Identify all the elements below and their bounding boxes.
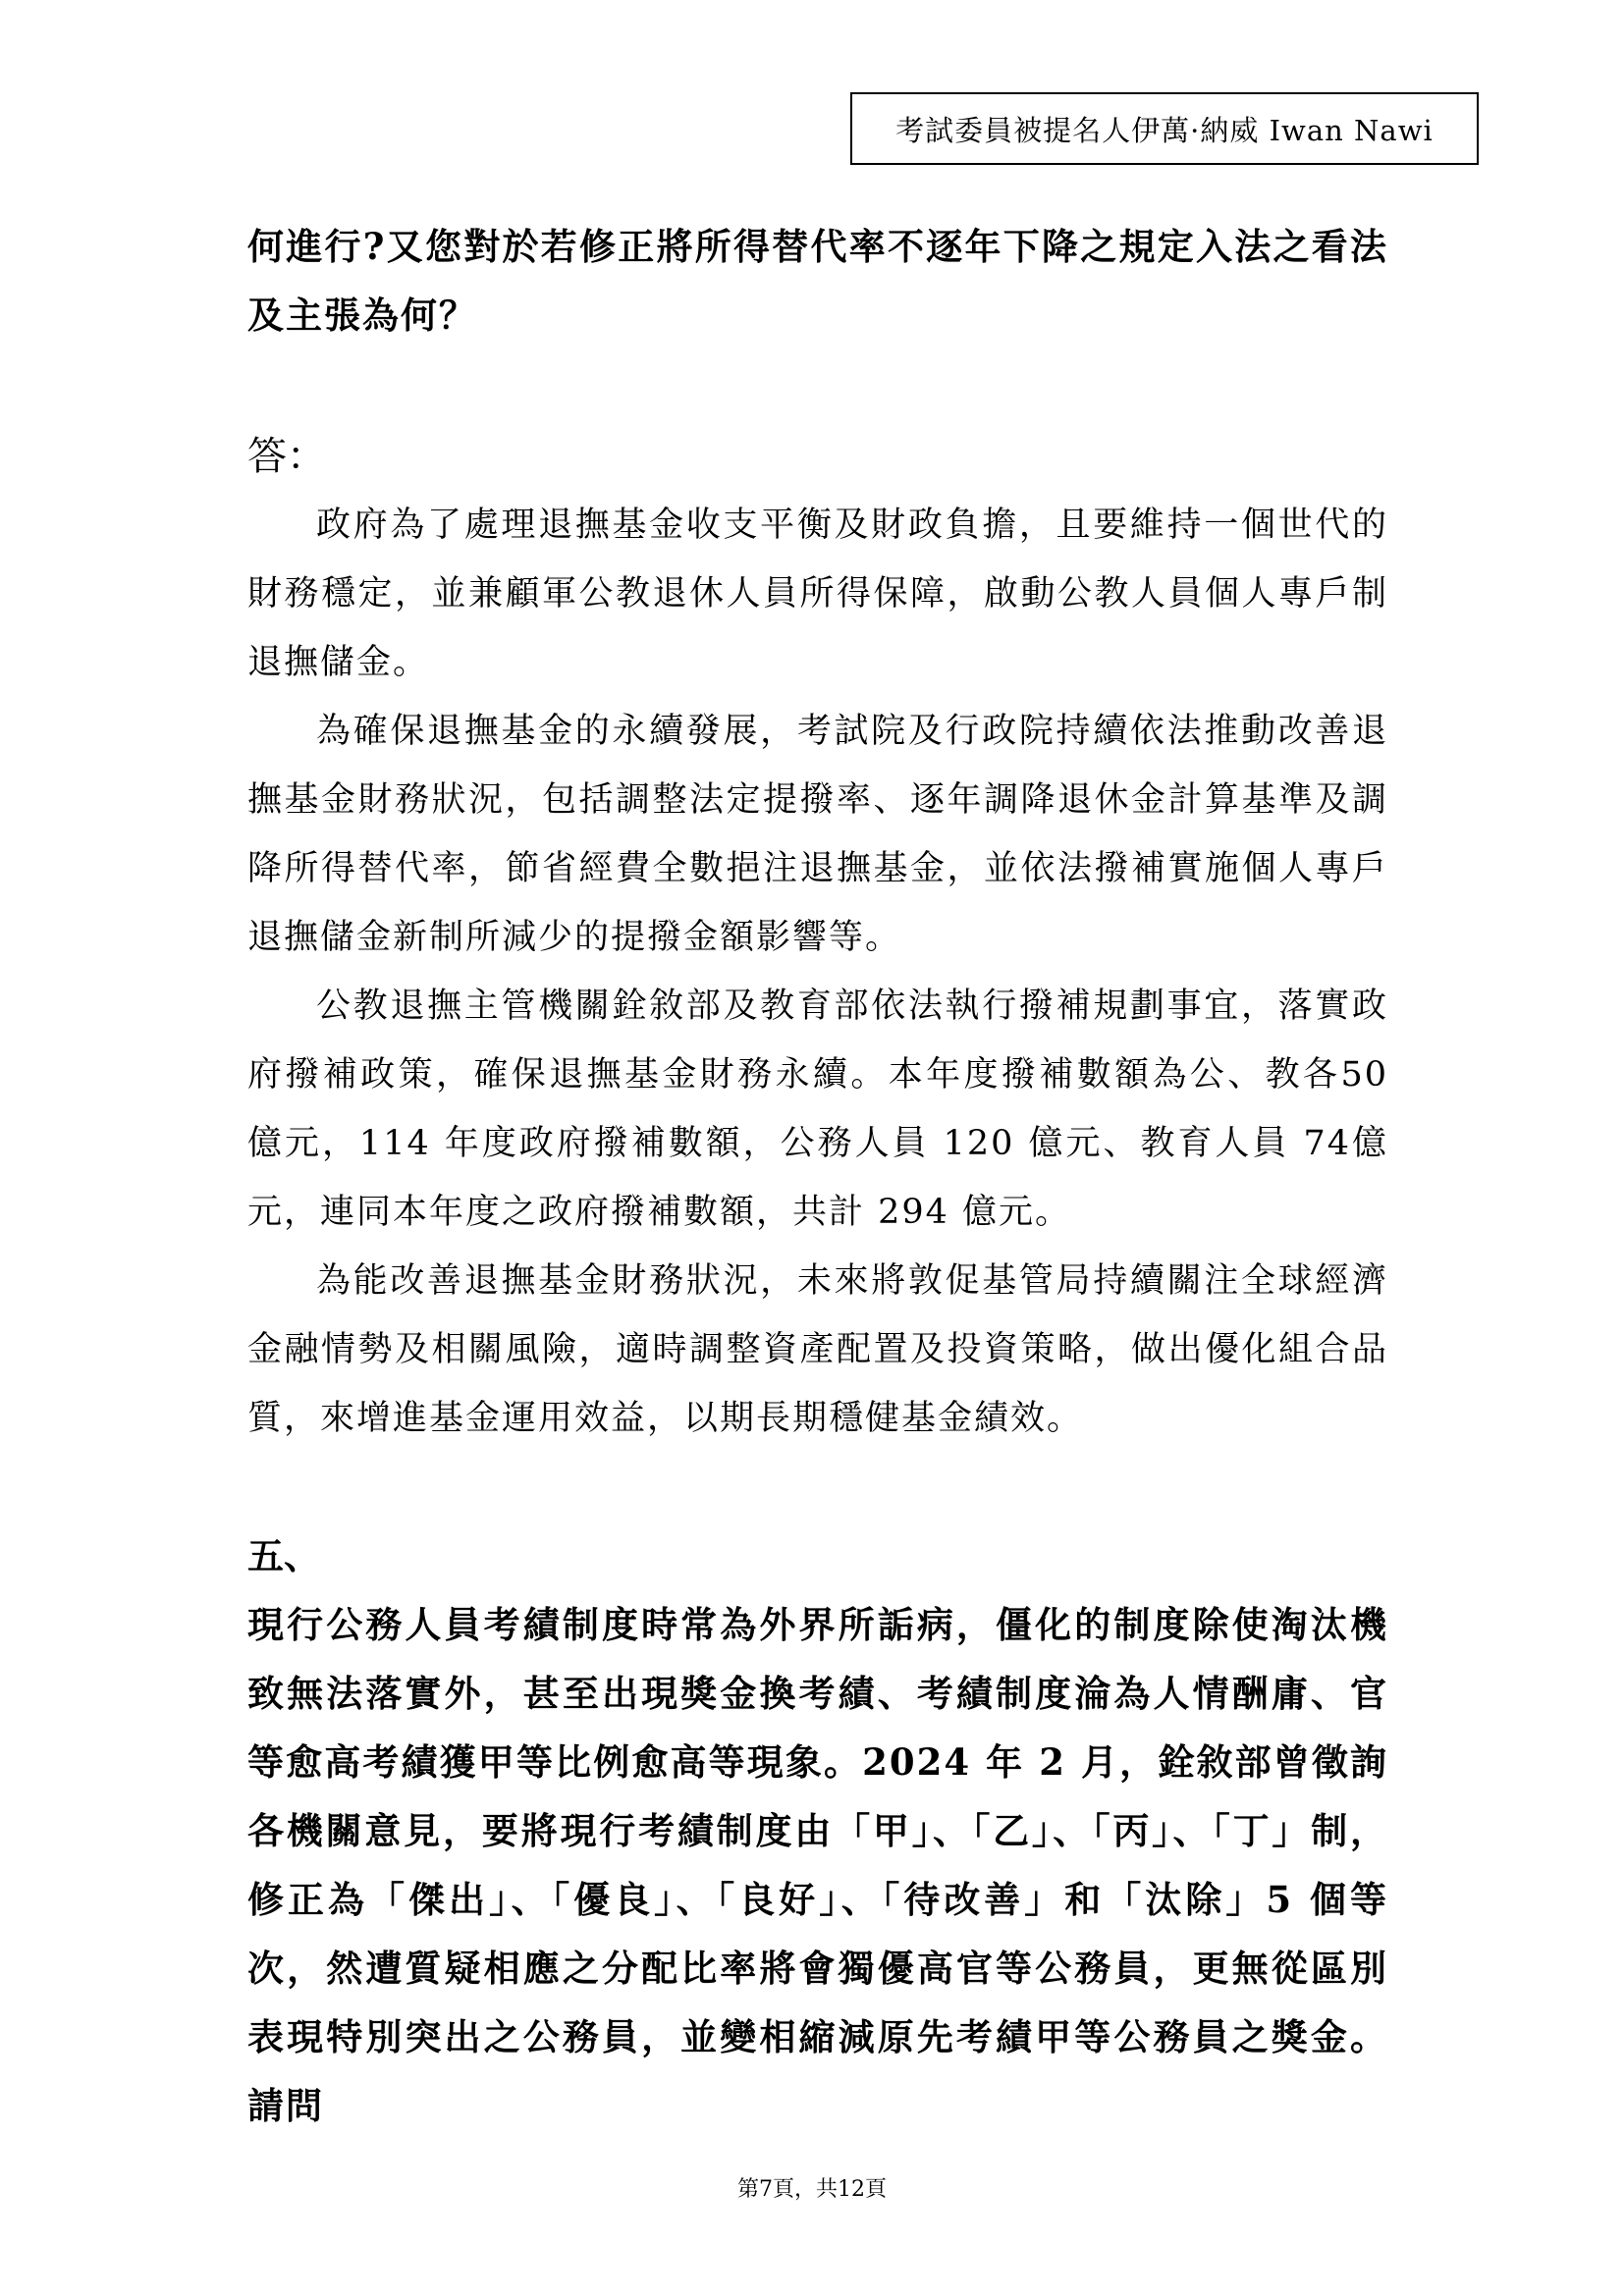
answer-paragraph-3: 公教退撫主管機關銓敘部及教育部依法執行撥補規劃事宜，落實政府撥補政策，確保退撫基金財務永續。本年度撥補數額為公、教各50 億元，114 年度政府撥補數額，公務人員 120 億元、教育人員 74億元，連同本年度之政府撥補數額，共計 294 億元。 bbox=[247, 987, 1388, 1232]
answer-label: 答： bbox=[247, 434, 326, 479]
document-body bbox=[247, 212, 1388, 2140]
answer-paragraph-4: 為能改善退撫基金財務狀況，未來將敦促基管局持續關注全球經濟金融情勢及相關風險，適時調整資產配置及投資策略，做出優化組合品質，來增進基金運用效益，以期長期穩健基金績效。 bbox=[247, 1261, 1388, 1438]
page-footer bbox=[0, 2172, 1624, 2203]
nominee-header-box bbox=[850, 92, 1479, 165]
section-five-question: 現行公務人員考績制度時常為外界所詬病，僵化的制度除使淘汰機致無法落實外，甚至出現獎金換考績、考績制度淪為人情酬庸、官等愈高考績獲甲等比例愈高等現象。2024 年 2 月，銓敘部曾徵詢各機關意見，要將現行考績制度由「甲」、「乙」、「丙」、「丁」制，修正為「傑出」、「優良」、「良好」、「待改善」和「汰除」5 個等次，然遭質疑相應之分配比率將會獨優高官等公務員，更無從區別表現特別突出之公務員，並變相縮減原先考績甲等公務員之獎金。請問 bbox=[247, 1603, 1388, 2127]
question-continued: 何進行?又您對於若修正將所得替代率不逐年下降之規定入法之看法及主張為何？ bbox=[247, 225, 1388, 337]
section-five-label: 五、 bbox=[247, 1534, 320, 1577]
nominee-header-text: 考試委員被提名人伊萬·納威 Iwan Nawi bbox=[895, 113, 1434, 147]
answer-paragraph-1: 政府為了處理退撫基金收支平衡及財政負擔，且要維持一個世代的財務穩定，並兼顧軍公教退休人員所得保障，啟動公教人員個人專戶制退撫儲金。 bbox=[247, 506, 1388, 682]
page-number: 第7頁，共12頁 bbox=[737, 2177, 887, 2202]
answer-paragraph-2: 為確保退撫基金的永續發展，考試院及行政院持續依法推動改善退撫基金財務狀況，包括調整法定提撥率、逐年調降退休金計算基準及調降所得替代率，節省經費全數挹注退撫基金，並依法撥補實施個人專戶退撫儲金新制所減少的提撥金額影響等。 bbox=[247, 712, 1388, 957]
